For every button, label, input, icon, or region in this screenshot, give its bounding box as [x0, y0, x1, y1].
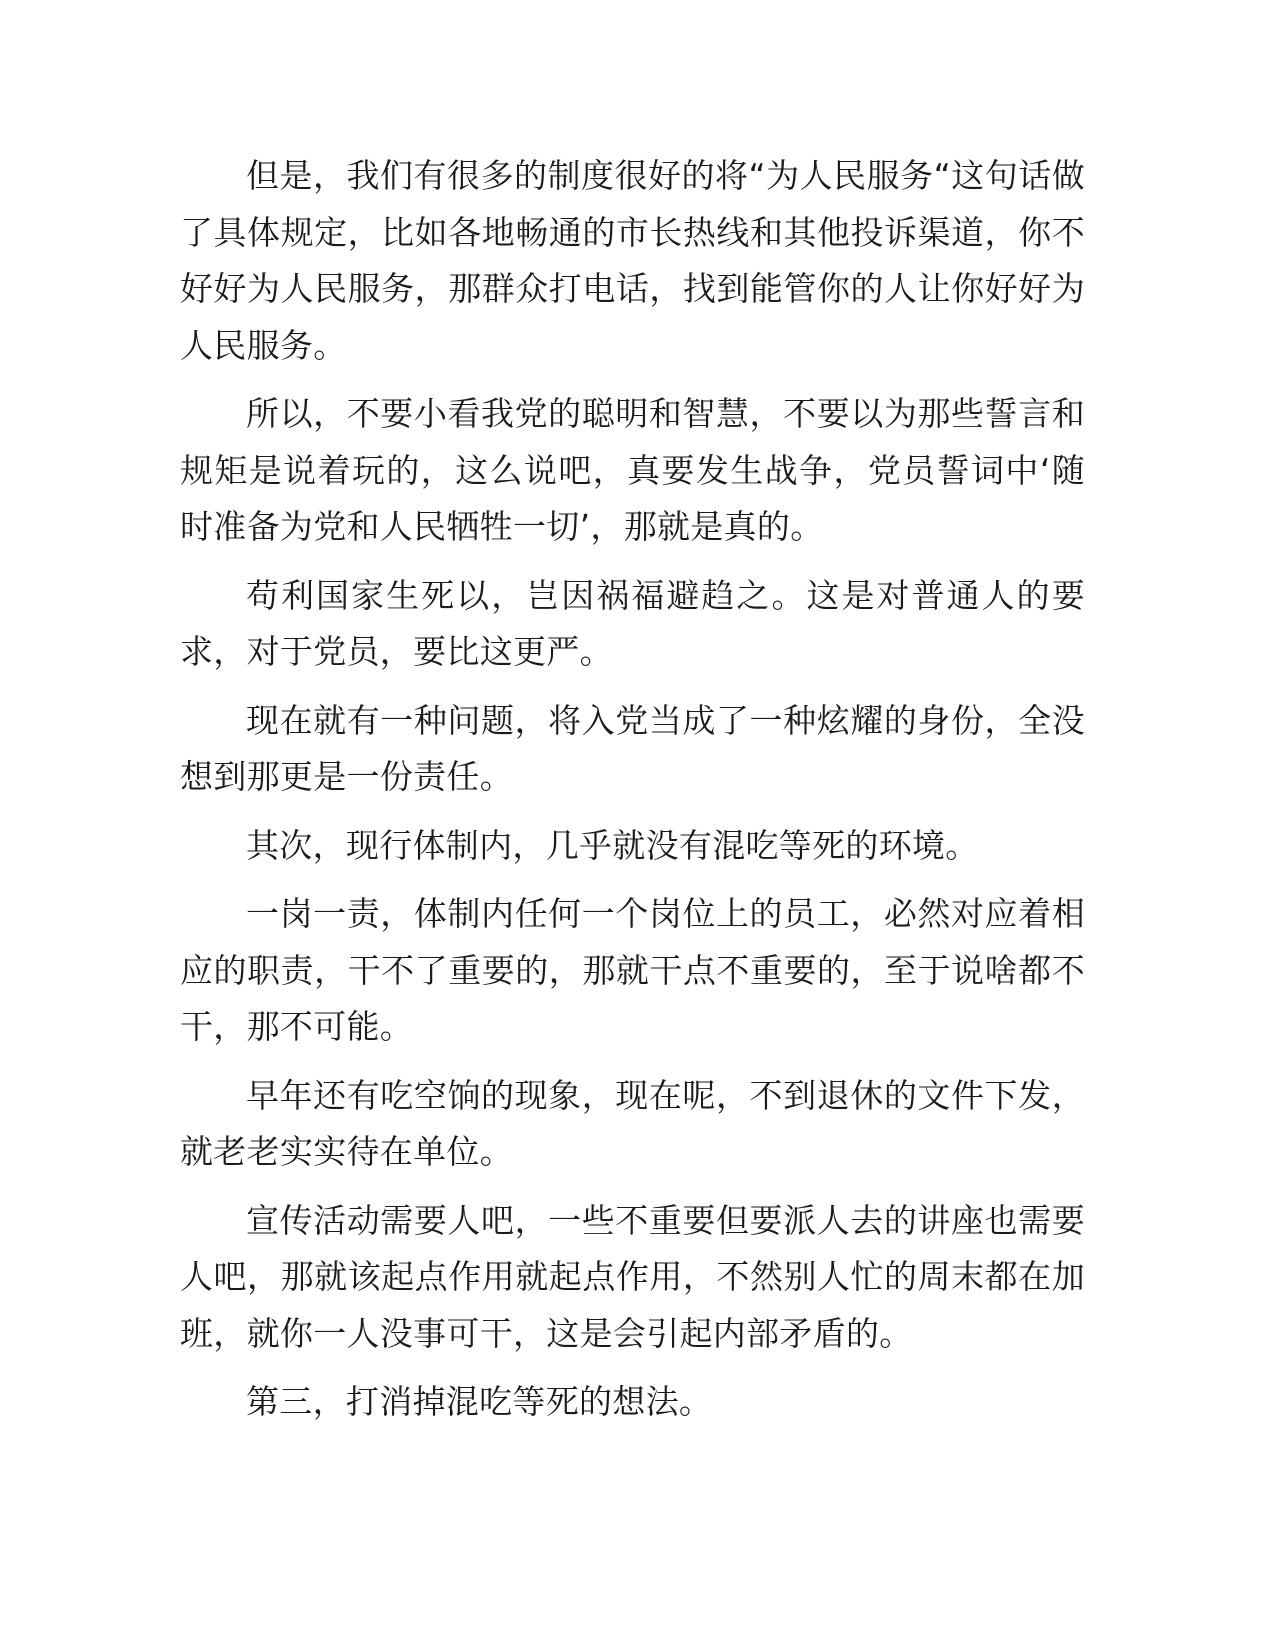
- paragraph-1: 但是，我们有很多的制度很好的将“为人民服务“这句话做了具体规定，比如各地畅通的市长热线和其他投诉渠道，你不好好为人民服务，那群众打电话，找到能管你的人让你好好为人民服务。: [180, 156, 1085, 365]
- paragraph-7: 早年还有吃空饷的现象，现在呢，不到退休的文件下发，就老老实实待在单位。: [180, 1075, 1085, 1171]
- document-page: [180, 148, 1085, 1443]
- paragraph-4: 现在就有一种问题，将入党当成了一种炫耀的身份，全没想到那更是一份责任。: [180, 700, 1085, 796]
- paragraph-3: 苟利国家生死以，岂因祸福避趋之。这是对普通人的要求，对于党员，要比这更严。: [180, 575, 1085, 671]
- paragraph-5: 其次，现行体制内，几乎就没有混吃等死的环境。: [246, 825, 979, 865]
- paragraph-8: 宣传活动需要人吧，一些不重要但要派人去的讲座也需要人吧，那就该起点作用就起点作用，不然别人忙的周末都在加班，就你一人没事可干，这是会引起内部矛盾的。: [180, 1200, 1085, 1353]
- paragraph-2: 所以，不要小看我党的聪明和智慧，不要以为那些誓言和规矩是说着玩的，这么说吧，真要发生战争，党员誓词中‘随时准备为党和人民牺牲一切’，那就是真的。: [180, 394, 1085, 546]
- paragraph-6: 一岗一责，体制内任何一个岗位上的员工，必然对应着相应的职责，干不了重要的，那就干点不重要的，至于说啥都不干，那不可能。: [180, 894, 1085, 1046]
- paragraph-9: 第三，打消掉混吃等死的想法。: [246, 1382, 713, 1421]
